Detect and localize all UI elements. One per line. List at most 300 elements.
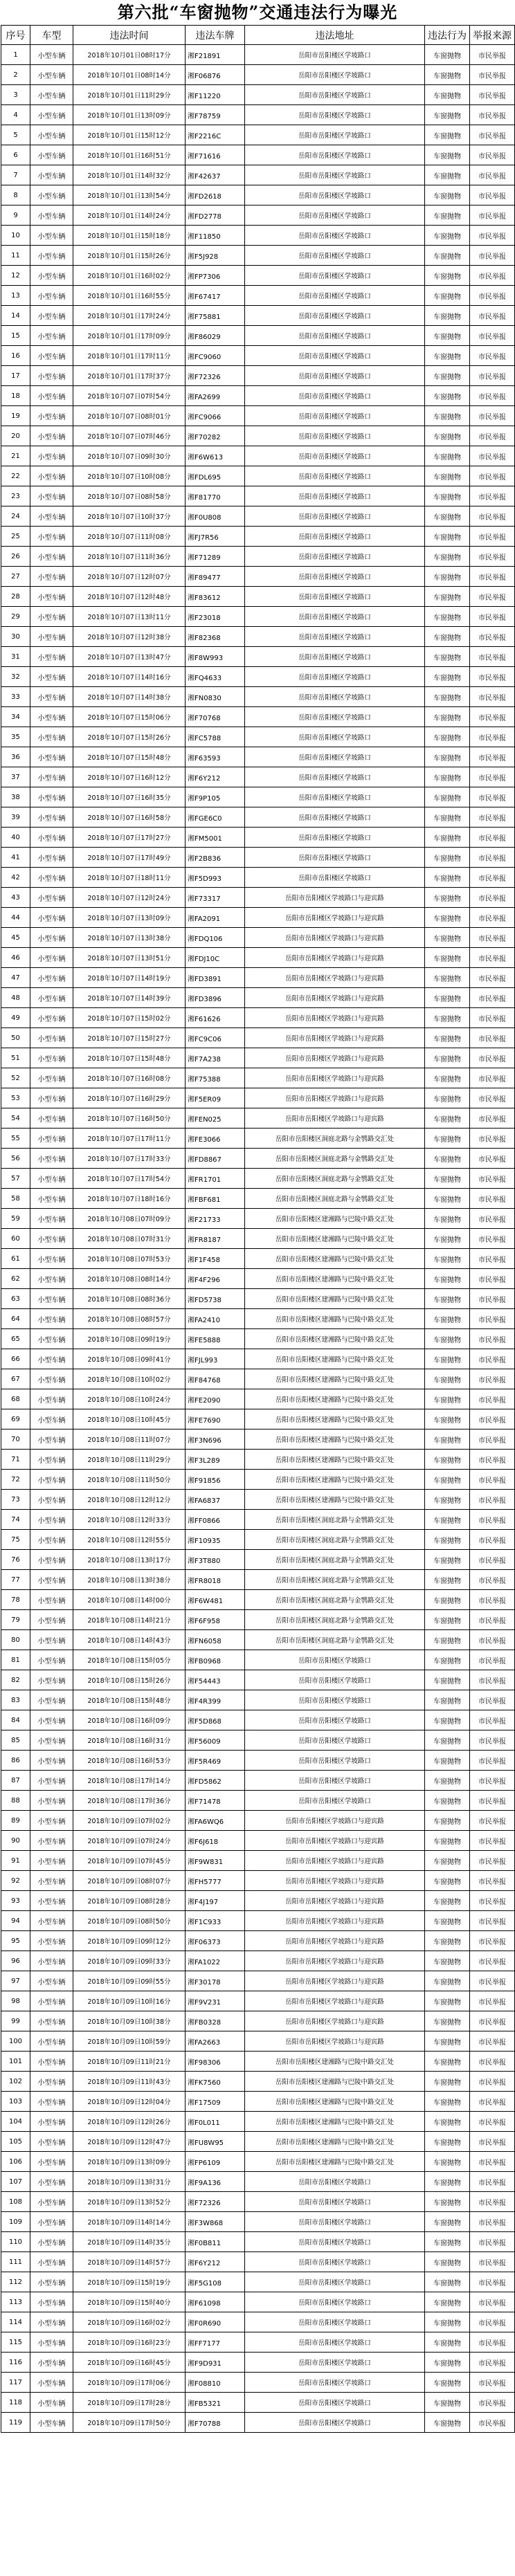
table-row <box>1 547 515 567</box>
cell-vehicle-type: 小型车辆 <box>30 1129 73 1149</box>
cell-vehicle-type: 小型车辆 <box>30 1550 73 1570</box>
cell-violation-type: 车窗抛物 <box>425 1771 470 1791</box>
cell-violation-time: 2018年10月07日12时24分 <box>73 888 186 908</box>
cell-violation-type: 车窗抛物 <box>425 928 470 948</box>
cell-violation-time: 2018年10月01日17时11分 <box>73 346 186 366</box>
cell-vehicle-type: 小型车辆 <box>30 1831 73 1851</box>
header-location: 违法地址 <box>245 26 425 45</box>
cell-location: 岳阳市岳阳楼区学坡路口 <box>245 587 425 607</box>
cell-violation-type: 车窗抛物 <box>425 286 470 306</box>
cell-plate: 湘F4F296 <box>186 1269 245 1289</box>
cell-violation-time: 2018年10月07日14时16分 <box>73 667 186 687</box>
cell-vehicle-type: 小型车辆 <box>30 1811 73 1831</box>
cell-vehicle-type: 小型车辆 <box>30 2092 73 2112</box>
cell-violation-time: 2018年10月07日16时12分 <box>73 767 186 787</box>
table-row <box>1 1690 515 1710</box>
cell-violation-time: 2018年10月09日10时16分 <box>73 1991 186 2011</box>
cell-violation-time: 2018年10月07日16时29分 <box>73 1088 186 1108</box>
cell-report-source: 市民举报 <box>470 1991 515 2011</box>
cell-vehicle-type: 小型车辆 <box>30 1911 73 1931</box>
cell-location: 岳阳市岳阳楼区学坡路口 <box>245 1751 425 1771</box>
cell-vehicle-type: 小型车辆 <box>30 2413 73 2433</box>
cell-vehicle-type: 小型车辆 <box>30 1590 73 1610</box>
cell-report-source: 市民举报 <box>470 2413 515 2433</box>
table-row <box>1 968 515 988</box>
cell-location: 岳阳市岳阳楼区学坡路口与迎宾路 <box>245 1931 425 1951</box>
cell-location: 岳阳市岳阳楼区建湘路与巴陵中路交汇处 <box>245 1470 425 1490</box>
cell-plate: 湘F17509 <box>186 2092 245 2112</box>
cell-index: 86 <box>1 1751 30 1771</box>
cell-plate: 湘F0L011 <box>186 2112 245 2132</box>
cell-plate: 湘F1C933 <box>186 1911 245 1931</box>
cell-violation-time: 2018年10月08日11时29分 <box>73 1450 186 1470</box>
cell-vehicle-type: 小型车辆 <box>30 286 73 306</box>
cell-violation-type: 车窗抛物 <box>425 1490 470 1510</box>
cell-violation-time: 2018年10月08日15时48分 <box>73 1690 186 1710</box>
table-row <box>1 1129 515 1149</box>
cell-plate: 湘F71478 <box>186 1791 245 1811</box>
cell-violation-type: 车窗抛物 <box>425 2112 470 2132</box>
cell-report-source: 市民举报 <box>470 1409 515 1429</box>
cell-vehicle-type: 小型车辆 <box>30 45 73 65</box>
table-row <box>1 1028 515 1048</box>
cell-report-source: 市民举报 <box>470 1771 515 1791</box>
cell-vehicle-type: 小型车辆 <box>30 1389 73 1409</box>
cell-violation-time: 2018年10月01日08时17分 <box>73 45 186 65</box>
cell-violation-time: 2018年10月08日16时53分 <box>73 1751 186 1771</box>
cell-violation-type: 车窗抛物 <box>425 406 470 426</box>
cell-report-source: 市民举报 <box>470 45 515 65</box>
cell-index: 32 <box>1 667 30 687</box>
cell-violation-type: 车窗抛物 <box>425 1570 470 1590</box>
cell-index: 25 <box>1 527 30 547</box>
cell-violation-type: 车窗抛物 <box>425 266 470 286</box>
cell-violation-time: 2018年10月09日16时45分 <box>73 2353 186 2373</box>
cell-location: 岳阳市岳阳楼区学坡路口与迎宾路 <box>245 928 425 948</box>
cell-violation-time: 2018年10月07日11时08分 <box>73 527 186 547</box>
cell-violation-type: 车窗抛物 <box>425 2011 470 2031</box>
cell-violation-time: 2018年10月01日16时02分 <box>73 266 186 286</box>
cell-violation-type: 车窗抛物 <box>425 1048 470 1068</box>
table-row <box>1 988 515 1008</box>
cell-index: 61 <box>1 1249 30 1269</box>
cell-plate: 湘F21891 <box>186 45 245 65</box>
cell-violation-time: 2018年10月07日13时11分 <box>73 607 186 627</box>
cell-report-source: 市民举报 <box>470 2172 515 2192</box>
table-row <box>1 2393 515 2413</box>
cell-plate: 湘F3N696 <box>186 1429 245 1450</box>
cell-vehicle-type: 小型车辆 <box>30 687 73 707</box>
cell-violation-time: 2018年10月08日07时09分 <box>73 1209 186 1229</box>
cell-location: 岳阳市岳阳楼区学坡路口 <box>245 2192 425 2212</box>
cell-vehicle-type: 小型车辆 <box>30 2312 73 2332</box>
cell-vehicle-type: 小型车辆 <box>30 527 73 547</box>
cell-violation-time: 2018年10月07日18时11分 <box>73 868 186 888</box>
cell-violation-time: 2018年10月07日16时50分 <box>73 1108 186 1129</box>
cell-index: 52 <box>1 1068 30 1088</box>
cell-violation-time: 2018年10月08日08时14分 <box>73 1269 186 1289</box>
cell-vehicle-type: 小型车辆 <box>30 1249 73 1269</box>
cell-index: 70 <box>1 1429 30 1450</box>
cell-report-source: 市民举报 <box>470 2232 515 2252</box>
cell-location: 岳阳市岳阳楼区建湘路与巴陵中路交汇处 <box>245 1369 425 1389</box>
cell-index: 29 <box>1 607 30 627</box>
cell-vehicle-type: 小型车辆 <box>30 2172 73 2192</box>
cell-location: 岳阳市岳阳楼区洞庭北路与金鹗路交汇处 <box>245 1610 425 1630</box>
cell-location: 岳阳市岳阳楼区学坡路口 <box>245 2332 425 2353</box>
cell-report-source: 市民举报 <box>470 1309 515 1329</box>
cell-location: 岳阳市岳阳楼区学坡路口与迎宾路 <box>245 1991 425 2011</box>
cell-violation-type: 车窗抛物 <box>425 165 470 185</box>
cell-violation-time: 2018年10月09日15时40分 <box>73 2292 186 2312</box>
cell-violation-time: 2018年10月07日12时48分 <box>73 587 186 607</box>
cell-violation-type: 车窗抛物 <box>425 426 470 446</box>
cell-plate: 湘F1F458 <box>186 1249 245 1269</box>
cell-index: 57 <box>1 1169 30 1189</box>
cell-report-source: 市民举报 <box>470 506 515 527</box>
cell-vehicle-type: 小型车辆 <box>30 888 73 908</box>
cell-violation-type: 车窗抛物 <box>425 547 470 567</box>
cell-plate: 湘FP6109 <box>186 2152 245 2172</box>
cell-plate: 湘F84768 <box>186 1369 245 1389</box>
cell-violation-type: 车窗抛物 <box>425 888 470 908</box>
table-row <box>1 2373 515 2393</box>
cell-plate: 湘F63593 <box>186 747 245 767</box>
cell-location: 岳阳市岳阳楼区洞庭北路与金鹗路交汇处 <box>245 1129 425 1149</box>
cell-vehicle-type: 小型车辆 <box>30 1269 73 1289</box>
cell-location: 岳阳市岳阳楼区学坡路口 <box>245 667 425 687</box>
cell-vehicle-type: 小型车辆 <box>30 1008 73 1028</box>
cell-location: 岳阳市岳阳楼区学坡路口与迎宾路 <box>245 1871 425 1891</box>
cell-plate: 湘F6Y212 <box>186 767 245 787</box>
cell-location: 岳阳市岳阳楼区学坡路口 <box>245 366 425 386</box>
cell-index: 53 <box>1 1088 30 1108</box>
cell-violation-type: 车窗抛物 <box>425 246 470 266</box>
cell-vehicle-type: 小型车辆 <box>30 406 73 426</box>
table-row <box>1 2092 515 2112</box>
cell-vehicle-type: 小型车辆 <box>30 1229 73 1249</box>
table-row <box>1 486 515 506</box>
cell-vehicle-type: 小型车辆 <box>30 2292 73 2312</box>
cell-violation-type: 车窗抛物 <box>425 1991 470 2011</box>
cell-plate: 湘FD5862 <box>186 1771 245 1791</box>
table-row <box>1 1269 515 1289</box>
cell-violation-type: 车窗抛物 <box>425 145 470 165</box>
cell-violation-time: 2018年10月08日10时02分 <box>73 1369 186 1389</box>
table-row <box>1 326 515 346</box>
table-row <box>1 185 515 205</box>
table-row <box>1 567 515 587</box>
cell-violation-type: 车窗抛物 <box>425 1751 470 1771</box>
cell-violation-type: 车窗抛物 <box>425 2031 470 2052</box>
cell-violation-type: 车窗抛物 <box>425 105 470 125</box>
cell-plate: 湘FA2091 <box>186 908 245 928</box>
cell-violation-time: 2018年10月01日17时37分 <box>73 366 186 386</box>
table-row <box>1 647 515 667</box>
cell-violation-time: 2018年10月01日14时24分 <box>73 205 186 226</box>
cell-violation-type: 车窗抛物 <box>425 527 470 547</box>
cell-plate: 湘FD3896 <box>186 988 245 1008</box>
cell-index: 83 <box>1 1690 30 1710</box>
cell-vehicle-type: 小型车辆 <box>30 65 73 85</box>
cell-report-source: 市民举报 <box>470 767 515 787</box>
cell-report-source: 市民举报 <box>470 1068 515 1088</box>
cell-report-source: 市民举报 <box>470 2393 515 2413</box>
table-row <box>1 1149 515 1169</box>
cell-vehicle-type: 小型车辆 <box>30 165 73 185</box>
cell-violation-time: 2018年10月08日08时36分 <box>73 1289 186 1309</box>
cell-violation-time: 2018年10月09日17时50分 <box>73 2413 186 2433</box>
cell-location: 岳阳市岳阳楼区建湘路与巴陵中路交汇处 <box>245 2132 425 2152</box>
cell-violation-type: 车窗抛物 <box>425 1951 470 1971</box>
table-row <box>1 1409 515 1429</box>
cell-location: 岳阳市岳阳楼区学坡路口与迎宾路 <box>245 1088 425 1108</box>
cell-index: 20 <box>1 426 30 446</box>
table-row <box>1 1670 515 1690</box>
cell-vehicle-type: 小型车辆 <box>30 1710 73 1730</box>
table-row <box>1 948 515 968</box>
table-row <box>1 2052 515 2072</box>
cell-index: 9 <box>1 205 30 226</box>
cell-report-source: 市民举报 <box>470 2373 515 2393</box>
cell-violation-type: 车窗抛物 <box>425 2192 470 2212</box>
cell-vehicle-type: 小型车辆 <box>30 1530 73 1550</box>
cell-report-source: 市民举报 <box>470 406 515 426</box>
cell-violation-type: 车窗抛物 <box>425 1129 470 1149</box>
cell-index: 110 <box>1 2232 30 2252</box>
cell-index: 104 <box>1 2112 30 2132</box>
cell-violation-type: 车窗抛物 <box>425 1028 470 1048</box>
cell-index: 43 <box>1 888 30 908</box>
cell-violation-type: 车窗抛物 <box>425 2413 470 2433</box>
cell-plate: 湘F9W831 <box>186 1851 245 1871</box>
cell-index: 102 <box>1 2072 30 2092</box>
cell-violation-type: 车窗抛物 <box>425 727 470 747</box>
cell-violation-time: 2018年10月09日12时04分 <box>73 2092 186 2112</box>
cell-plate: 湘F78759 <box>186 105 245 125</box>
cell-plate: 湘F91856 <box>186 1470 245 1490</box>
table-row <box>1 1891 515 1911</box>
cell-location: 岳阳市岳阳楼区洞庭北路与金鹗路交汇处 <box>245 1510 425 1530</box>
cell-violation-time: 2018年10月09日16时23分 <box>73 2332 186 2353</box>
cell-vehicle-type: 小型车辆 <box>30 1730 73 1751</box>
cell-location: 岳阳市岳阳楼区学坡路口 <box>245 205 425 226</box>
cell-vehicle-type: 小型车辆 <box>30 1369 73 1389</box>
cell-report-source: 市民举报 <box>470 908 515 928</box>
cell-violation-time: 2018年10月01日13时09分 <box>73 105 186 125</box>
cell-plate: 湘F11850 <box>186 226 245 246</box>
cell-index: 37 <box>1 767 30 787</box>
cell-report-source: 市民举报 <box>470 1610 515 1630</box>
cell-report-source: 市民举报 <box>470 1811 515 1831</box>
cell-report-source: 市民举报 <box>470 1169 515 1189</box>
cell-plate: 湘F7A238 <box>186 1048 245 1068</box>
cell-index: 93 <box>1 1891 30 1911</box>
cell-index: 94 <box>1 1911 30 1931</box>
cell-vehicle-type: 小型车辆 <box>30 1429 73 1450</box>
cell-location: 岳阳市岳阳楼区学坡路口 <box>245 687 425 707</box>
table-row <box>1 1991 515 2011</box>
cell-report-source: 市民举报 <box>470 607 515 627</box>
cell-location: 岳阳市岳阳楼区学坡路口 <box>245 226 425 246</box>
cell-plate: 湘F2216C <box>186 125 245 145</box>
cell-plate: 湘F5D868 <box>186 1710 245 1730</box>
cell-index: 46 <box>1 948 30 968</box>
cell-index: 109 <box>1 2212 30 2232</box>
cell-location: 岳阳市岳阳楼区学坡路口与迎宾路 <box>245 1951 425 1971</box>
cell-report-source: 市民举报 <box>470 2332 515 2353</box>
cell-violation-type: 车窗抛物 <box>425 466 470 486</box>
table-row <box>1 2312 515 2332</box>
table-row <box>1 1630 515 1650</box>
cell-violation-time: 2018年10月09日10时38分 <box>73 2011 186 2031</box>
cell-location: 岳阳市岳阳楼区建湘路与巴陵中路交汇处 <box>245 2112 425 2132</box>
cell-report-source: 市民举报 <box>470 125 515 145</box>
cell-violation-type: 车窗抛物 <box>425 1209 470 1229</box>
cell-plate: 湘FQ4633 <box>186 667 245 687</box>
cell-vehicle-type: 小型车辆 <box>30 2052 73 2072</box>
cell-vehicle-type: 小型车辆 <box>30 1028 73 1048</box>
cell-location: 岳阳市岳阳楼区学坡路口与迎宾路 <box>245 2031 425 2052</box>
cell-vehicle-type: 小型车辆 <box>30 326 73 346</box>
cell-violation-type: 车窗抛物 <box>425 1891 470 1911</box>
cell-location: 岳阳市岳阳楼区学坡路口与迎宾路 <box>245 1028 425 1048</box>
cell-violation-time: 2018年10月07日14时19分 <box>73 968 186 988</box>
cell-index: 90 <box>1 1831 30 1851</box>
cell-violation-time: 2018年10月08日12时12分 <box>73 1490 186 1510</box>
cell-violation-time: 2018年10月09日17时06分 <box>73 2373 186 2393</box>
cell-report-source: 市民举报 <box>470 968 515 988</box>
cell-index: 118 <box>1 2393 30 2413</box>
cell-index: 106 <box>1 2152 30 2172</box>
cell-violation-time: 2018年10月01日15时12分 <box>73 125 186 145</box>
cell-violation-time: 2018年10月08日12时55分 <box>73 1530 186 1550</box>
cell-violation-time: 2018年10月09日13时52分 <box>73 2192 186 2212</box>
cell-index: 88 <box>1 1791 30 1811</box>
cell-report-source: 市民举报 <box>470 1369 515 1389</box>
cell-report-source: 市民举报 <box>470 1349 515 1369</box>
table-row <box>1 1570 515 1590</box>
table-row <box>1 1189 515 1209</box>
cell-plate: 湘F6J618 <box>186 1831 245 1851</box>
cell-location: 岳阳市岳阳楼区建湘路与巴陵中路交汇处 <box>245 1429 425 1450</box>
cell-index: 72 <box>1 1470 30 1490</box>
cell-location: 岳阳市岳阳楼区建湘路与巴陵中路交汇处 <box>245 1209 425 1229</box>
cell-violation-time: 2018年10月08日08时57分 <box>73 1309 186 1329</box>
table-row <box>1 2332 515 2353</box>
cell-index: 89 <box>1 1811 30 1831</box>
cell-plate: 湘FGE6C0 <box>186 807 245 828</box>
cell-location: 岳阳市岳阳楼区学坡路口 <box>245 346 425 366</box>
violations-table <box>1 25 515 2433</box>
cell-plate: 湘F0U808 <box>186 506 245 527</box>
cell-violation-type: 车窗抛物 <box>425 1389 470 1409</box>
cell-report-source: 市民举报 <box>470 1650 515 1670</box>
cell-vehicle-type: 小型车辆 <box>30 828 73 848</box>
table-row <box>1 1851 515 1871</box>
table-row <box>1 466 515 486</box>
cell-plate: 湘FE2090 <box>186 1389 245 1409</box>
cell-report-source: 市民举报 <box>470 1550 515 1570</box>
cell-vehicle-type: 小型车辆 <box>30 2393 73 2413</box>
cell-vehicle-type: 小型车辆 <box>30 2011 73 2031</box>
cell-report-source: 市民举报 <box>470 1690 515 1710</box>
cell-violation-type: 车窗抛物 <box>425 205 470 226</box>
cell-report-source: 市民举报 <box>470 2192 515 2212</box>
table-row <box>1 1289 515 1309</box>
cell-vehicle-type: 小型车辆 <box>30 2152 73 2172</box>
cell-violation-time: 2018年10月07日15时48分 <box>73 1048 186 1068</box>
cell-plate: 湘FD5738 <box>186 1289 245 1309</box>
cell-index: 13 <box>1 286 30 306</box>
table-row <box>1 607 515 627</box>
cell-violation-time: 2018年10月09日10时59分 <box>73 2031 186 2052</box>
cell-location: 岳阳市岳阳楼区学坡路口 <box>245 2373 425 2393</box>
cell-vehicle-type: 小型车辆 <box>30 1630 73 1650</box>
cell-violation-type: 车窗抛物 <box>425 647 470 667</box>
cell-index: 8 <box>1 185 30 205</box>
table-row <box>1 1550 515 1570</box>
cell-plate: 湘F75388 <box>186 1068 245 1088</box>
cell-location: 岳阳市岳阳楼区学坡路口 <box>245 647 425 667</box>
cell-location: 岳阳市岳阳楼区学坡路口 <box>245 426 425 446</box>
cell-report-source: 市民举报 <box>470 868 515 888</box>
cell-violation-type: 车窗抛物 <box>425 1510 470 1530</box>
cell-report-source: 市民举报 <box>470 2252 515 2272</box>
table-row <box>1 2413 515 2433</box>
table-row <box>1 1971 515 1991</box>
cell-report-source: 市民举报 <box>470 1630 515 1650</box>
cell-index: 101 <box>1 2052 30 2072</box>
table-header-row <box>1 26 515 45</box>
cell-violation-time: 2018年10月08日17时36分 <box>73 1791 186 1811</box>
cell-vehicle-type: 小型车辆 <box>30 948 73 968</box>
table-row <box>1 346 515 366</box>
cell-report-source: 市民举报 <box>470 286 515 306</box>
cell-violation-type: 车窗抛物 <box>425 787 470 807</box>
cell-location: 岳阳市岳阳楼区学坡路口 <box>245 125 425 145</box>
cell-location: 岳阳市岳阳楼区学坡路口 <box>245 406 425 426</box>
cell-plate: 湘FB0968 <box>186 1650 245 1670</box>
table-row <box>1 908 515 928</box>
cell-plate: 湘FN0830 <box>186 687 245 707</box>
cell-vehicle-type: 小型车辆 <box>30 848 73 868</box>
cell-plate: 湘F83612 <box>186 587 245 607</box>
cell-vehicle-type: 小型车辆 <box>30 506 73 527</box>
cell-violation-time: 2018年10月08日15时26分 <box>73 1670 186 1690</box>
header-violation-type: 违法行为 <box>425 26 470 45</box>
cell-index: 36 <box>1 747 30 767</box>
cell-plate: 湘F9P105 <box>186 787 245 807</box>
cell-report-source: 市民举报 <box>470 1008 515 1028</box>
cell-location: 岳阳市岳阳楼区学坡路口 <box>245 2292 425 2312</box>
cell-vehicle-type: 小型车辆 <box>30 226 73 246</box>
cell-plate: 湘F0B811 <box>186 2232 245 2252</box>
cell-location: 岳阳市岳阳楼区学坡路口与迎宾路 <box>245 1851 425 1871</box>
cell-violation-type: 车窗抛物 <box>425 1871 470 1891</box>
cell-violation-type: 车窗抛物 <box>425 587 470 607</box>
cell-violation-time: 2018年10月07日17时11分 <box>73 1129 186 1149</box>
cell-report-source: 市民举报 <box>470 1088 515 1108</box>
cell-plate: 湘FU8W95 <box>186 2132 245 2152</box>
cell-violation-time: 2018年10月09日08时07分 <box>73 1871 186 1891</box>
table-row <box>1 1650 515 1670</box>
cell-report-source: 市民举报 <box>470 687 515 707</box>
cell-location: 岳阳市岳阳楼区建湘路与巴陵中路交汇处 <box>245 1389 425 1409</box>
cell-index: 6 <box>1 145 30 165</box>
cell-violation-time: 2018年10月07日15时26分 <box>73 727 186 747</box>
cell-location: 岳阳市岳阳楼区学坡路口 <box>245 466 425 486</box>
